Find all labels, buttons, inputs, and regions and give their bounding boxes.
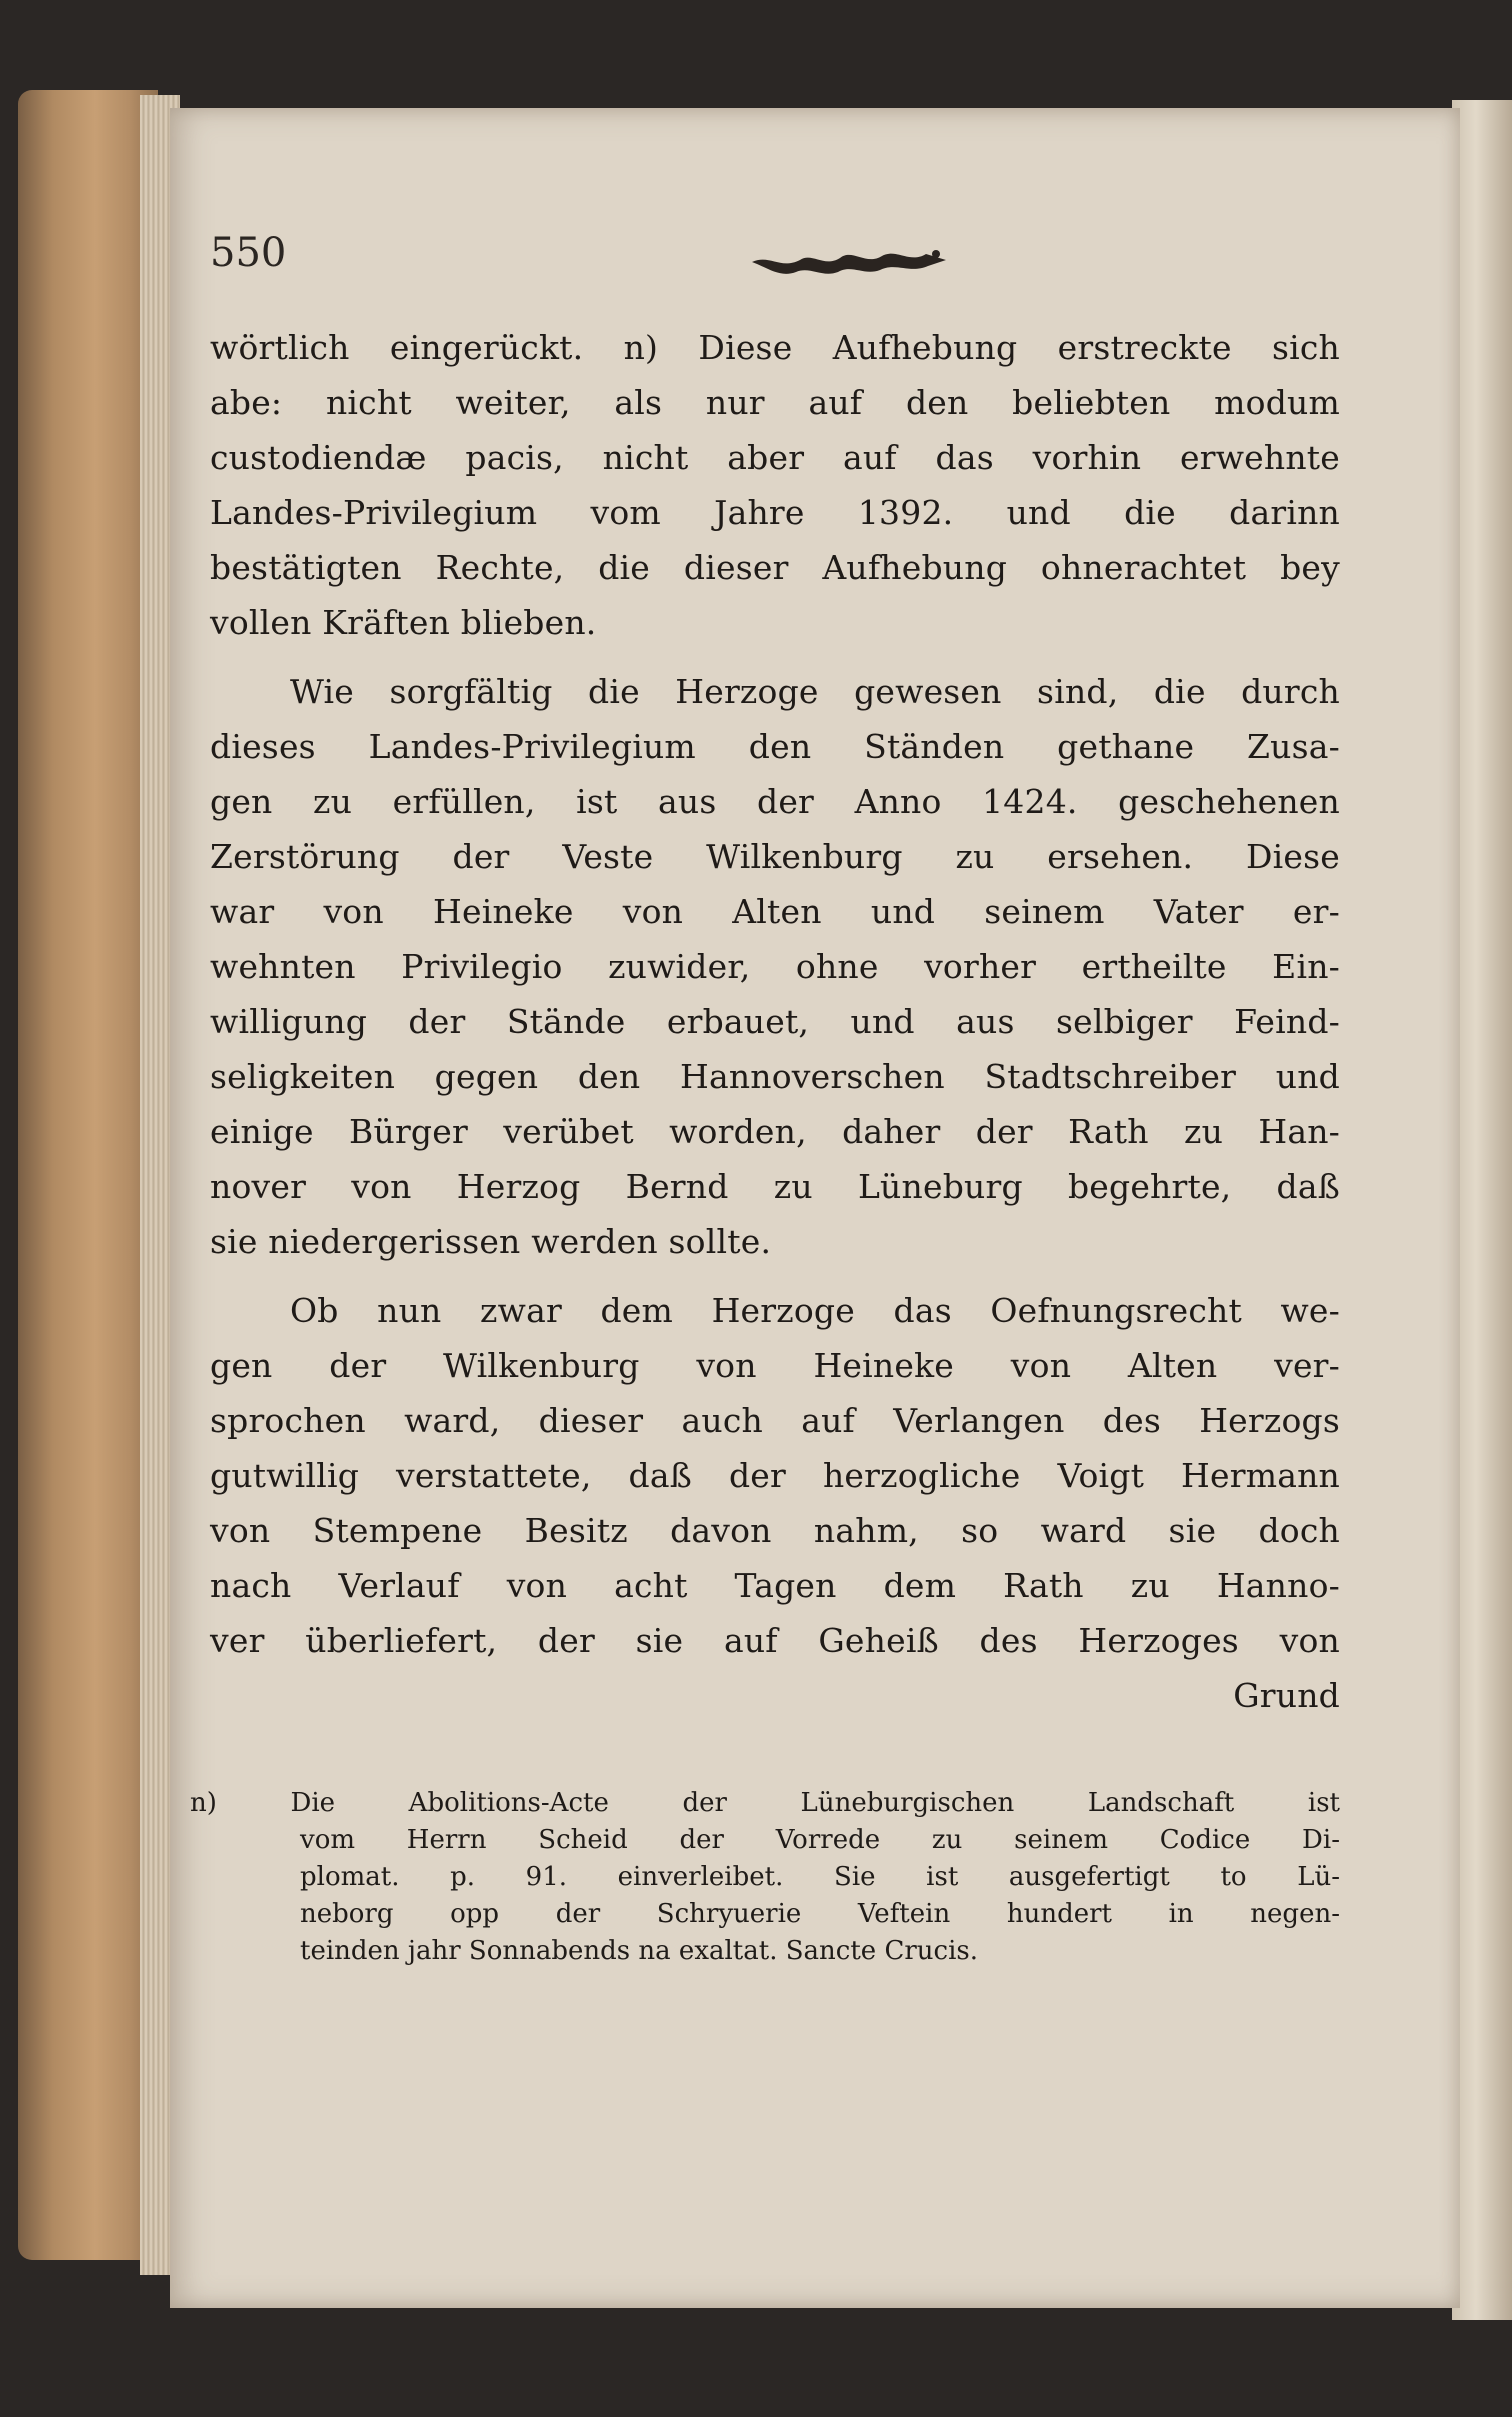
catchword: Grund xyxy=(1233,1676,1340,1715)
printer-ornament-icon xyxy=(750,240,950,280)
page-number: 550 xyxy=(210,230,287,276)
text-line: gutwillig verstattete, daß der herzogliche Voigt Hermann xyxy=(210,1456,1340,1495)
text-line: gen zu erfüllen, ist aus der Anno 1424. geschehenen xyxy=(210,782,1340,821)
text-line: nover von Herzog Bernd zu Lüneburg begehrte, daß xyxy=(210,1167,1340,1206)
text-line: ver überliefert, der sie auf Geheiß des Herzoges von xyxy=(210,1621,1340,1660)
text-line: Wie sorgfältig die Herzoge gewesen sind, die durch xyxy=(290,672,1340,711)
text-line: war von Heineke von Alten und seinem Vater er- xyxy=(210,892,1340,931)
footnote-line: plomat. p. 91. einverleibet. Sie ist ausgefertigt to Lü- xyxy=(300,1862,1340,1892)
text-line: Ob nun zwar dem Herzoge das Oefnungsrecht we- xyxy=(290,1291,1340,1330)
text-line: nach Verlauf von acht Tagen dem Rath zu Hanno- xyxy=(210,1566,1340,1605)
text-line: Zerstörung der Veste Wilkenburg zu ersehen. Diese xyxy=(210,837,1340,876)
text-line: sprochen ward, dieser auch auf Verlangen des Herzogs xyxy=(210,1401,1340,1440)
footnote xyxy=(190,1785,1340,1970)
footnote-line: n) Die Abolitions-Acte der Lüneburgischen Landschaft ist xyxy=(190,1788,1340,1818)
text-line: gen der Wilkenburg von Heineke von Alten ver- xyxy=(210,1346,1340,1385)
text-line: vollen Kräften blieben. xyxy=(210,603,597,642)
body-text xyxy=(210,320,1340,1723)
facing-page-edge xyxy=(1452,100,1512,2320)
text-line: sie niedergerissen werden sollte. xyxy=(210,1222,772,1261)
book-cover-edge xyxy=(18,90,158,2260)
text-line: bestätigten Rechte, die dieser Aufhebung ohnerachtet bey xyxy=(210,548,1340,587)
footnote-line: teinden jahr Sonnabends na exaltat. Sancte Crucis. xyxy=(300,1936,978,1966)
paragraph-1 xyxy=(210,320,1340,650)
text-line: willigung der Stände erbauet, und aus selbiger Feind- xyxy=(210,1002,1340,1041)
text-line: einige Bürger verübet worden, daher der Rath zu Han- xyxy=(210,1112,1340,1151)
text-line: seligkeiten gegen den Hannoverschen Stadtschreiber und xyxy=(210,1057,1340,1096)
text-line: wörtlich eingerückt. n) Diese Aufhebung erstreckte sich xyxy=(210,328,1340,367)
footnote-line: neborg opp der Schryuerie Veftein hundert in negen- xyxy=(300,1899,1340,1929)
page-header xyxy=(210,230,1310,300)
text-line: Landes-Privilegium vom Jahre 1392. und die darinn xyxy=(210,493,1340,532)
text-line: von Stempene Besitz davon nahm, so ward sie doch xyxy=(210,1511,1340,1550)
text-line: custodiendæ pacis, nicht aber auf das vorhin erwehnte xyxy=(210,438,1340,477)
footnote-line: vom Herrn Scheid der Vorrede zu seinem Codice Di- xyxy=(300,1825,1340,1855)
text-line: wehnten Privilegio zuwider, ohne vorher ertheilte Ein- xyxy=(210,947,1340,986)
paragraph-3 xyxy=(210,1283,1340,1723)
text-line: dieses Landes-Privilegium den Ständen gethane Zusa- xyxy=(210,727,1340,766)
text-line: abe: nicht weiter, als nur auf den beliebten modum xyxy=(210,383,1340,422)
paragraph-2 xyxy=(210,664,1340,1269)
